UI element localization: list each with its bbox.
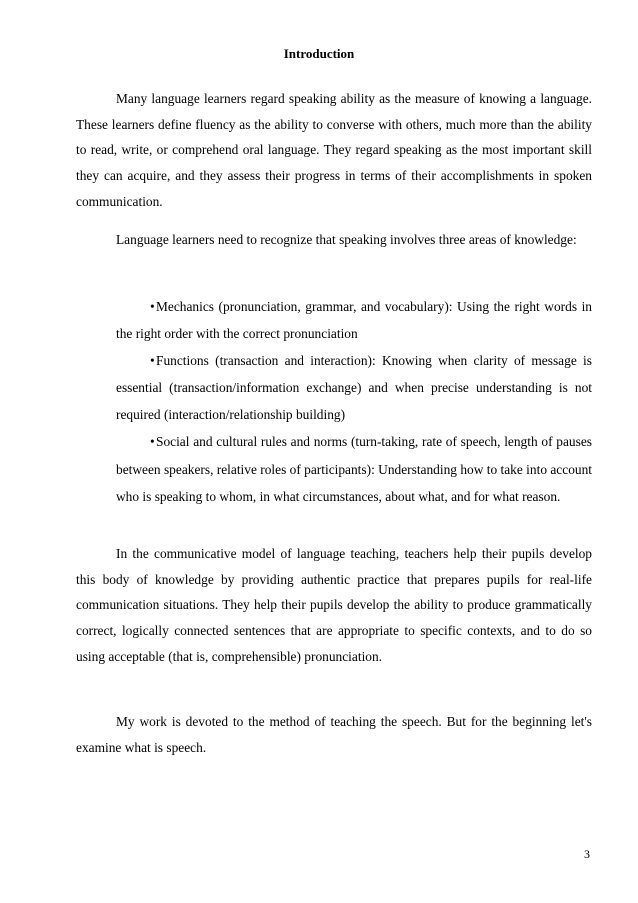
list-item-text: Mechanics (pronunciation, grammar, and vocabulary): Using the right words in the right order with the correct pronunciation <box>116 299 592 342</box>
list-item-social-cultural <box>116 428 592 509</box>
paragraph-communicative-model: In the communicative model of language teaching, teachers help their pupils develop this body of knowledge by providing authentic practice that prepares pupils for real-life communication situations. They help their pupils develop the ability to produce grammatically correct, logically connected sentences that are appropriate to specific contexts, and to do so using acceptable (that is, comprehensible) pronunciation. <box>76 546 592 664</box>
paragraph-intro: Many language learners regard speaking ability as the measure of knowing a language. These learners define fluency as the ability to converse with others, much more than the ability to read, write, or comprehend oral language. They regard speaking as the most important skill they can acquire, and they assess their progress in terms of their accomplishments in spoken communication. <box>76 91 592 209</box>
paragraph-my-work: My work is devoted to the method of teaching the speech. But for the beginning let's examine what is speech. <box>76 714 592 755</box>
page-number: 3 <box>584 847 590 861</box>
list-item-mechanics <box>116 293 592 347</box>
section-title: Introduction <box>283 46 355 61</box>
list-item-text: Social and cultural rules and norms (turn-taking, rate of speech, length of pauses between speakers, relative roles of participants): Understanding how to take into account who is speaking to whom, in what circumstances, about what, and for what reason. <box>116 434 592 504</box>
bullet-icon: • <box>150 434 155 450</box>
bullet-icon: • <box>150 353 155 369</box>
list-item-text: Functions (transaction and interaction): Knowing when clarity of message is essential (transaction/information exchange) and when precise understanding is not required (interaction/relationship building) <box>116 353 592 423</box>
bullet-icon: • <box>150 299 155 314</box>
list-item-functions <box>116 347 592 428</box>
paragraph-areas-of-knowledge: Language learners need to recognize that speaking involves three areas of knowledge: <box>116 232 577 247</box>
knowledge-areas-list <box>116 293 592 510</box>
